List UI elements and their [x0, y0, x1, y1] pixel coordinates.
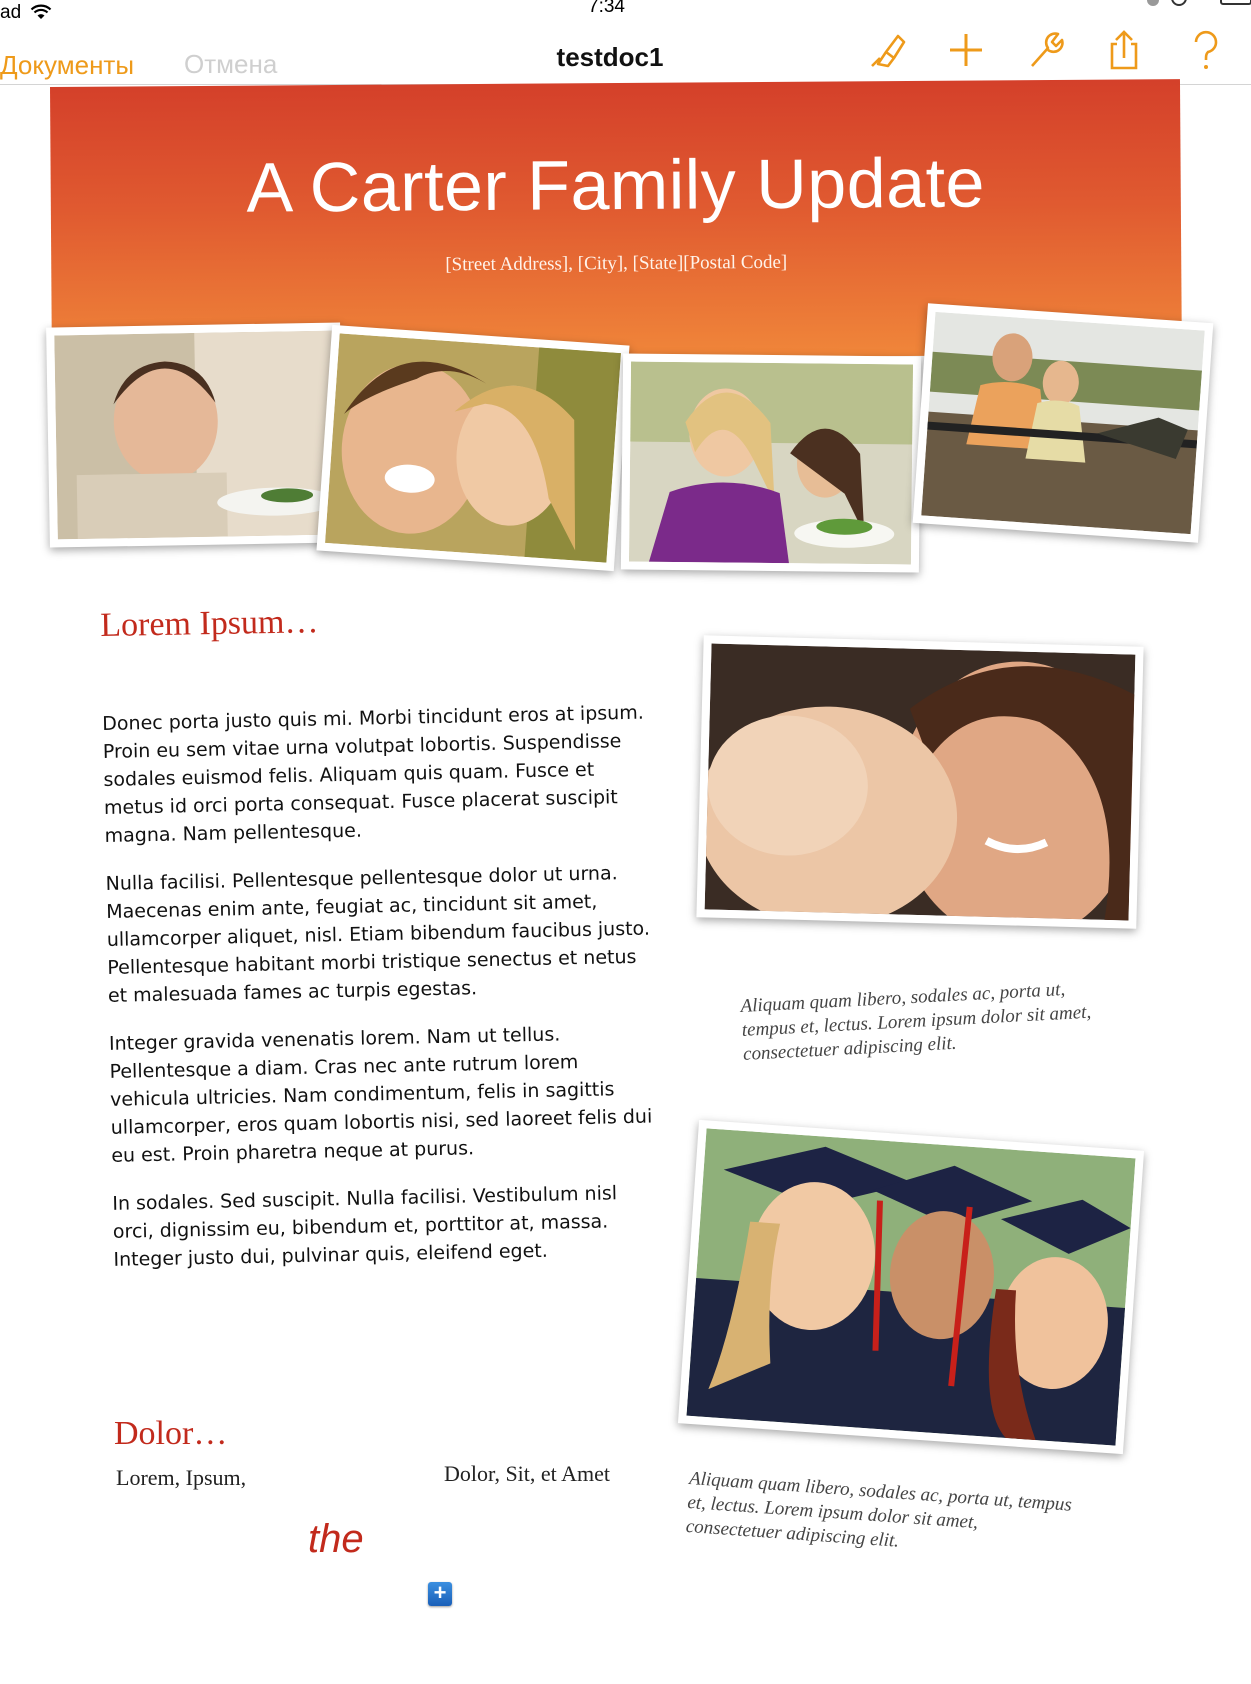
photo-couple-outdoors[interactable] [913, 303, 1214, 542]
body-paragraph[interactable]: Nulla facilisi. Pellentesque pellentesque dolor ut urna. Maecenas enim ante, feugiat ac, tincidunt sit amet, ullamcorper aliquet, nisl. Etiam bibendum faucibus justo. Pellentesque habitant morbi tristique senectus et netus et malesuada fames ac turpis egestas. [105, 862, 651, 1007]
document-title: testdoc1 [556, 42, 664, 72]
section-heading-lorem[interactable]: Lorem Ipsum… [100, 603, 319, 644]
photo-girls-table[interactable] [621, 353, 921, 572]
carrier-label: ad [0, 2, 22, 23]
typed-text[interactable]: the [308, 1517, 364, 1561]
wifi-icon [30, 4, 52, 25]
share-icon[interactable] [1102, 28, 1146, 72]
help-icon[interactable] [1184, 28, 1228, 72]
document-toolbar [0, 24, 1251, 85]
clock-time: 7:34 [588, 0, 625, 17]
photo-girls-laughing[interactable] [316, 325, 629, 571]
cancel-button[interactable]: Отмена [184, 49, 278, 79]
body-paragraph[interactable]: Integer gravida venenatis lorem. Nam ut tellus. Pellentesque a diam. Cras nec ante rutrum lorem vehicula ultricies. Nam condimentum, felis in sagittis ullamcorper, eros quam lobortis nisi, sed laoreet felis dui eu est. Proin pharetra neque at purus. [108, 1023, 653, 1167]
wrench-icon[interactable] [1024, 28, 1068, 72]
photo-boy-dinner[interactable] [46, 322, 344, 547]
photo-mother-baby[interactable] [696, 635, 1143, 928]
photo-caption[interactable]: Aliquam quam libero, sodales ac, porta ut, tempus et, lectus. Lorem ipsum dolor sit amet, consectetuer adipiscing elit. [740, 978, 1092, 1065]
battery-icon [1139, 0, 1251, 17]
body-paragraph[interactable]: In sodales. Sed suscipit. Nulla facilisi. Vestibulum nisl orci, dignissim eu, bibendum et, porttitor at, massa. Integer justo dui, pulvinar quis, eleifend eget. [112, 1182, 618, 1271]
photo-caption[interactable]: Aliquam quam libero, sodales ac, porta ut, tempus et, lectus. Lorem ipsum dolor sit amet, consectetuer adipiscing elit. [685, 1467, 1073, 1552]
plus-icon[interactable] [944, 28, 988, 72]
banner-address[interactable]: [Street Address], [City], [State][Postal Code] [445, 251, 788, 276]
section-heading-dolor[interactable]: Dolor… [114, 1415, 228, 1452]
plus-icon: + [433, 1580, 447, 1605]
text-right-column[interactable]: Dolor, Sit, et Amet [444, 1461, 610, 1486]
text-left-column[interactable]: Lorem, Ipsum, [116, 1465, 247, 1490]
document-page[interactable] [0, 85, 1251, 1684]
status-bar [0, 0, 1251, 24]
photo-graduates[interactable] [678, 1120, 1144, 1454]
brush-icon[interactable] [866, 28, 910, 72]
body-text-column[interactable] [102, 698, 664, 1293]
documents-button[interactable]: Документы [0, 50, 135, 80]
body-paragraph[interactable]: Donec porta justo quis mi. Morbi tincidunt eros at ipsum. Proin eu sem vitae urna volutpat lobortis. Suspendisse sodales euismod felis. Aliquam quis quam. Fusce et metus id orci porta consequat. Fusce placerat suscipit magna. Nam pellentesque. [102, 701, 644, 847]
banner-title[interactable]: A Carter Family Update [246, 143, 986, 227]
add-object-button[interactable] [428, 1582, 452, 1606]
